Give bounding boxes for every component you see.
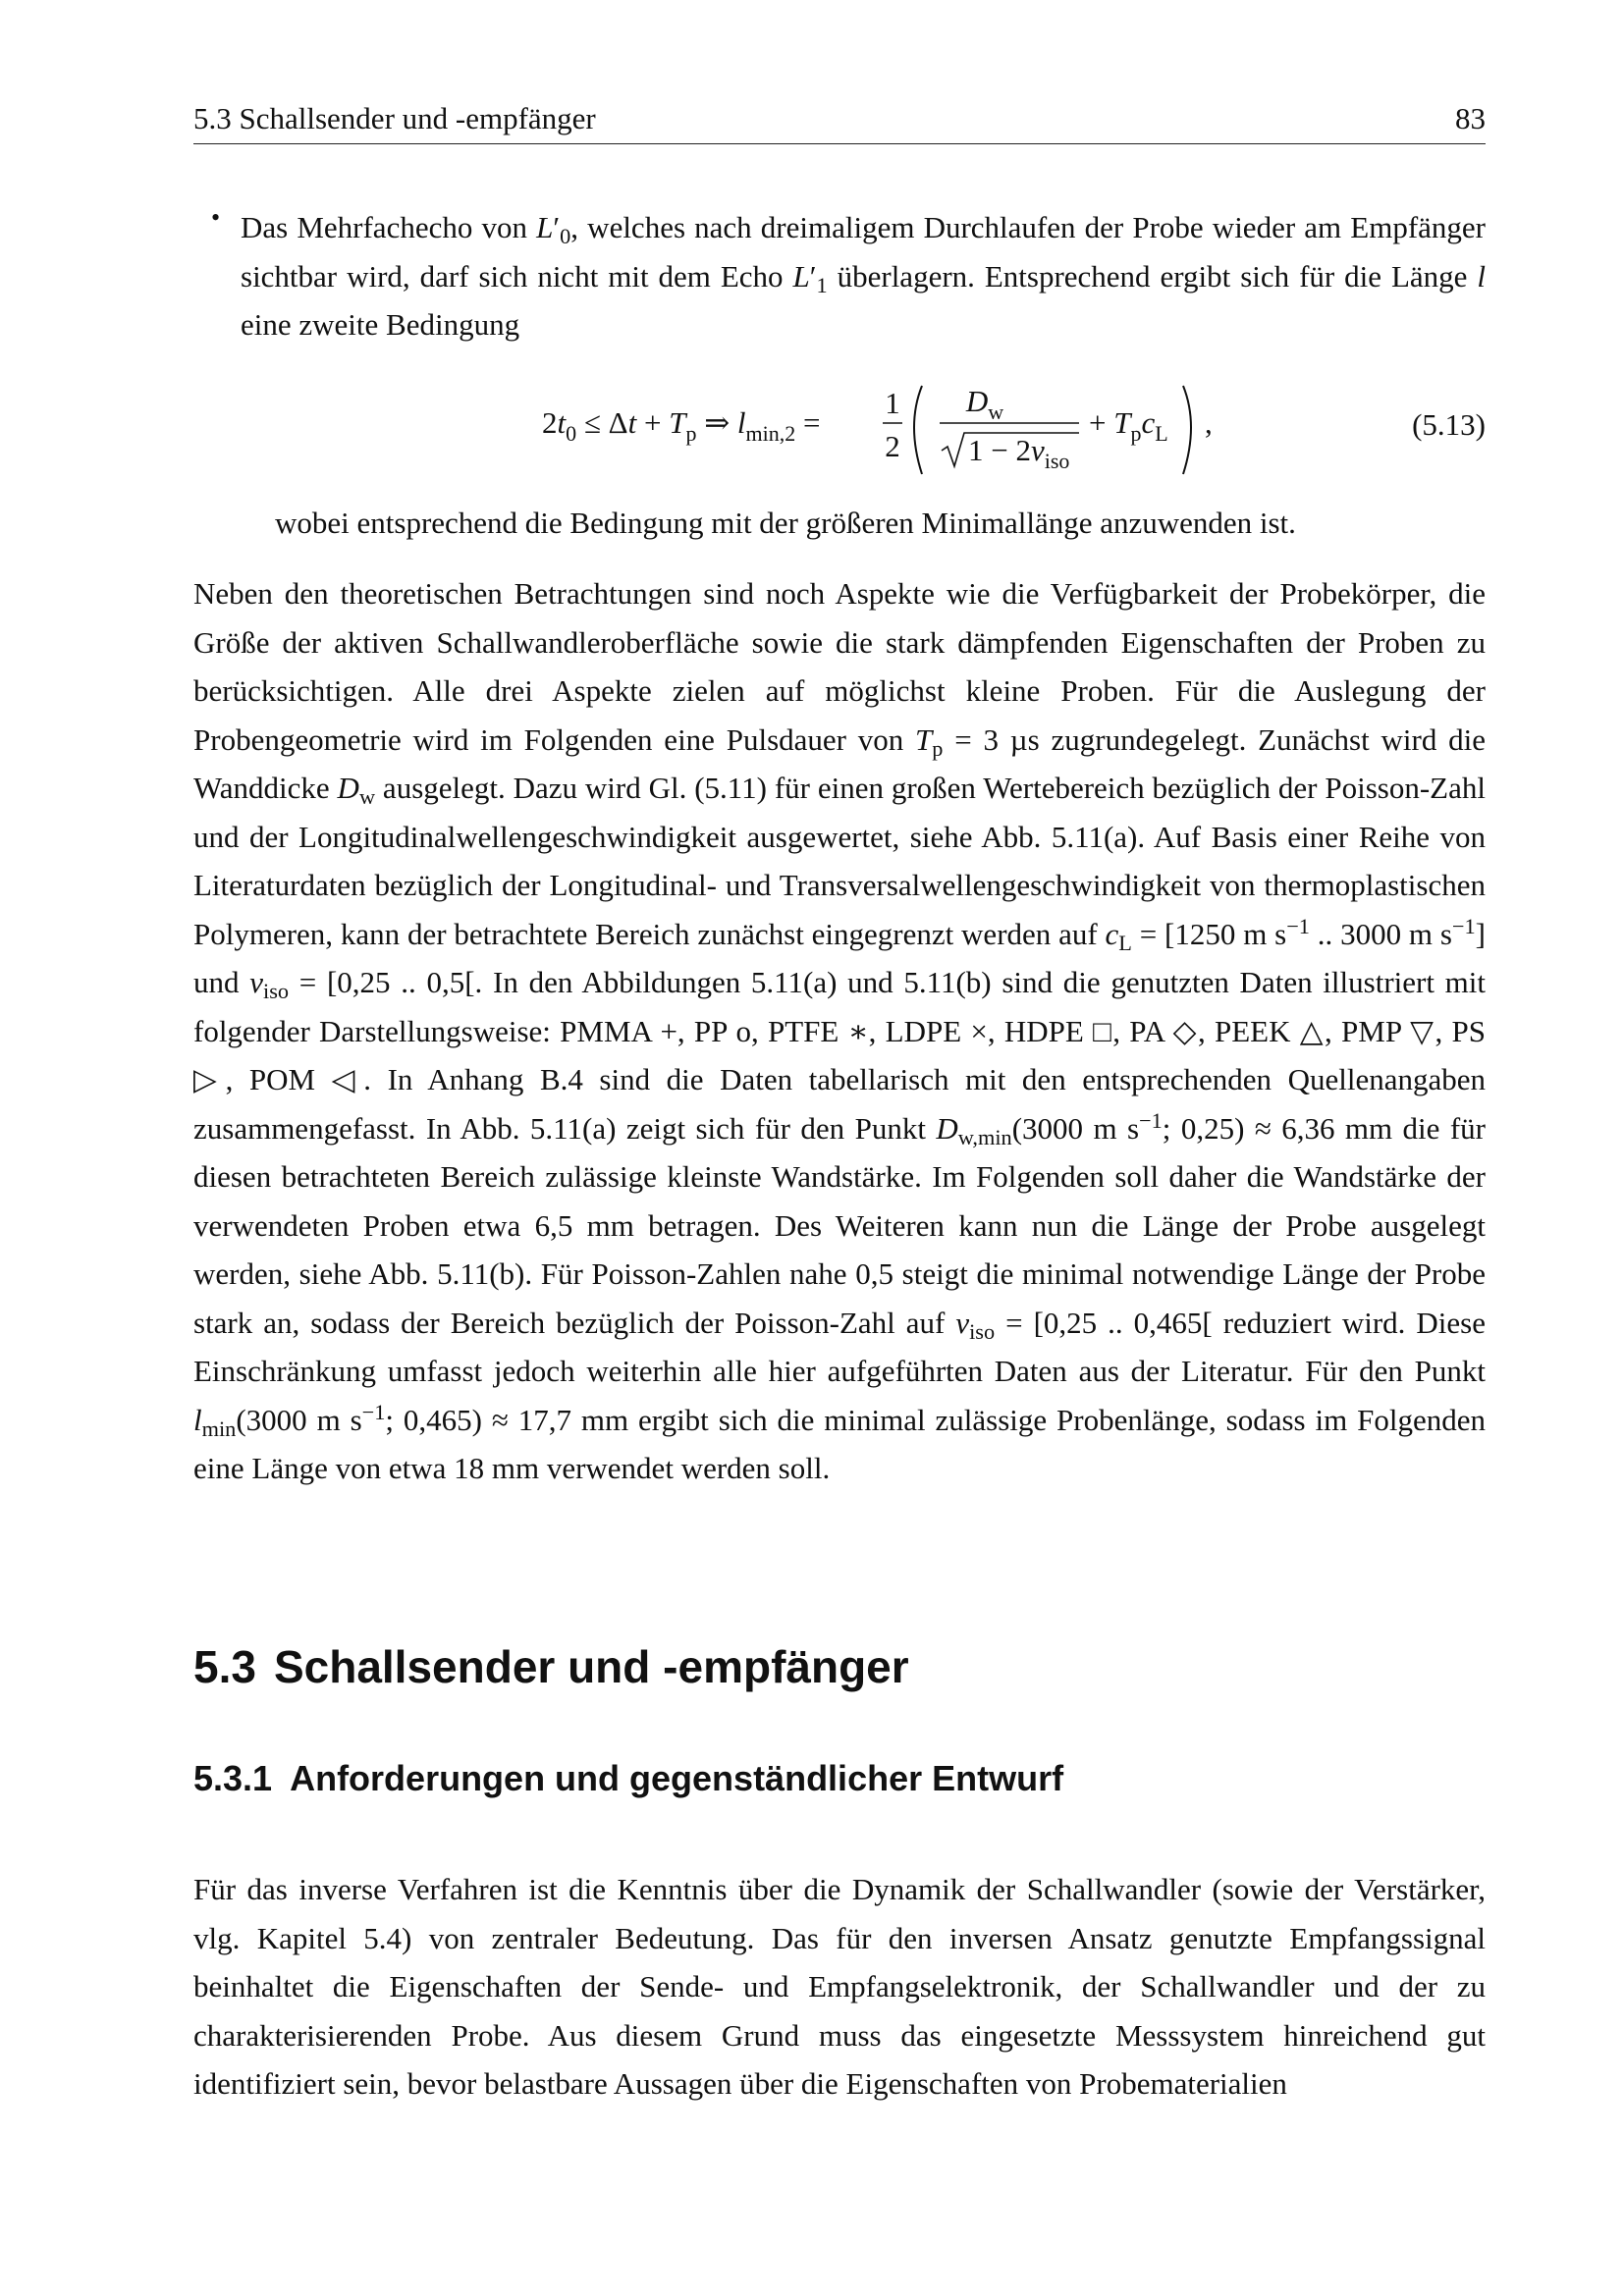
- svg-text:,: ,: [1205, 405, 1213, 440]
- equation-followup-text: wobei entsprechend die Bedingung mit der größeren Minimallänge anzuwenden ist.: [275, 506, 1296, 540]
- running-head-section: 5.3 Schallsender und -empfänger: [193, 101, 596, 135]
- section-heading: 5.3 Schallsender und -empfänger: [193, 1641, 909, 1692]
- svg-text:2: 2: [885, 429, 900, 463]
- bullet-item: [211, 203, 1486, 349]
- svg-text:+ TpcL: + $T_pc_L$: [1089, 405, 1168, 446]
- svg-text:1: 1: [885, 386, 900, 420]
- svg-text:2t0 ≤ Δt + Tp ⇒ lmin,2 =: $2t_0 \le \Delta t + T_p$ ⇒ $l_{min,2}$ =: [542, 405, 821, 446]
- page-number: 83: [1455, 101, 1486, 135]
- bullet-marker: •: [211, 203, 221, 232]
- equation-number: (5.13): [1412, 407, 1486, 442]
- subsection-heading: 5.3.1 Anforderungen und gegenständlicher Entwurf: [193, 1758, 1064, 1798]
- body-paragraph-2: Für das inverse Verfahren ist die Kenntnis über die Dynamik der Schallwandler (sowie der Verstärker, vlg. Kapitel 5.4) von zentraler Bedeutung. Das für den inversen Ansatz genutzte Empfangssignal beinhaltet die Eigenschaften der Sende- und Empfangselektronik, der Schallwandler und der zu charakterisierenden Probe. Aus diesem Grund muss das eingesetzte Messsystem hinreichend gut identifiziert sein, bevor belastbare Aussagen über die Eigenschaften von Probematerialien: [193, 1872, 1486, 2101]
- running-head: [193, 100, 1486, 144]
- equation-5-13: [193, 378, 1486, 486]
- bullet-text: Das Mehrfachecho von $L'_0$, welches nach dreimaligem Durchlaufen der Probe wieder am Empfänger sichtbar wird, darf sich nicht mit dem Echo $L'_1$ überlagern. Entsprechend ergibt sich für die Länge l eine zweite Bedingung: [241, 210, 1486, 342]
- svg-text:Dw: $D_w$: [965, 384, 1004, 424]
- svg-text:1 − 2νiso: $1 - 2\nu_{iso}$: [968, 433, 1070, 473]
- equation-formula: [193, 378, 1273, 486]
- body-paragraph-1: Neben den theoretischen Betrachtungen sind noch Aspekte wie die Verfügbarkeit der Probekörper, die Größe der aktiven Schallwandleroberfläche sowie die stark dämpfenden Eigenschaften der Proben zu berücksichtigen. Alle drei Aspekte zielen auf möglichst kleine Proben. Für die Auslegung der Probengeometrie wird im Folgenden eine Pulsdauer von $T_p = 3$ µs zugrundegelegt. Zunächst wird die Wanddicke $D_w$ ausgelegt. Dazu wird Gl. (5.11) für einen großen Wertebereich bezüglich der Poisson-Zahl und der Longitudinalwellengeschwindigkeit ausgewertet, siehe Abb. 5.11(a). Auf Basis einer Reihe von Literaturdaten bezüglich der Longitudinal- und Transversalwellengeschwindigkeit von thermoplastischen Polymeren, kann der betrachtete Bereich zunächst eingegrenzt werden auf $c_L = [1250$ m $s^{-1}$ .. 3000 m $s^{-1}$] und $\nu_{iso} = [0,25$ .. 0,5[. In den Abbildungen 5.11(a) und 5.11(b) sind die genutzten Daten illustriert mit folgender Darstellungsweise: PMMA +, PP o, PTFE ∗, LDPE ×, HDPE □, PA ◇, PEEK △, PMP ▽, PS ▷, POM ◁. In Anhang B.4 sind die Daten tabellarisch mit den entsprechenden Quellenangaben zusammengefasst. In Abb. 5.11(a) zeigt sich für den Punkt $D_{w,min}(3000$ m $s^{-1}$; 0,25) ≈ 6,36 mm die für diesen betrachteten Bereich zulässige kleinste Wandstärke. Im Folgenden soll daher die Wandstärke der verwendeten Proben etwa 6,5 mm betragen. Des Weiteren kann nun die Länge der Probe ausgelegt werden, siehe Abb. 5.11(b). Für Poisson-Zahlen nahe 0,5 steigt die minimal notwendige Länge der Probe stark an, sodass der Bereich bezüglich der Poisson-Zahl auf $\nu_{iso} = [0,25$ .. 0,465[ reduziert wird. Diese Einschränkung umfasst jedoch weiterhin alle hier aufgeführten Daten aus der Literatur. Für den Punkt $l_{min}(3000$ m $s^{-1}$; 0,465) ≈ 17,7 mm ergibt sich die minimal zulässige Probenlänge, sodass im Folgenden eine Länge von etwa 18 mm verwendet werden soll.: [193, 576, 1487, 1485]
